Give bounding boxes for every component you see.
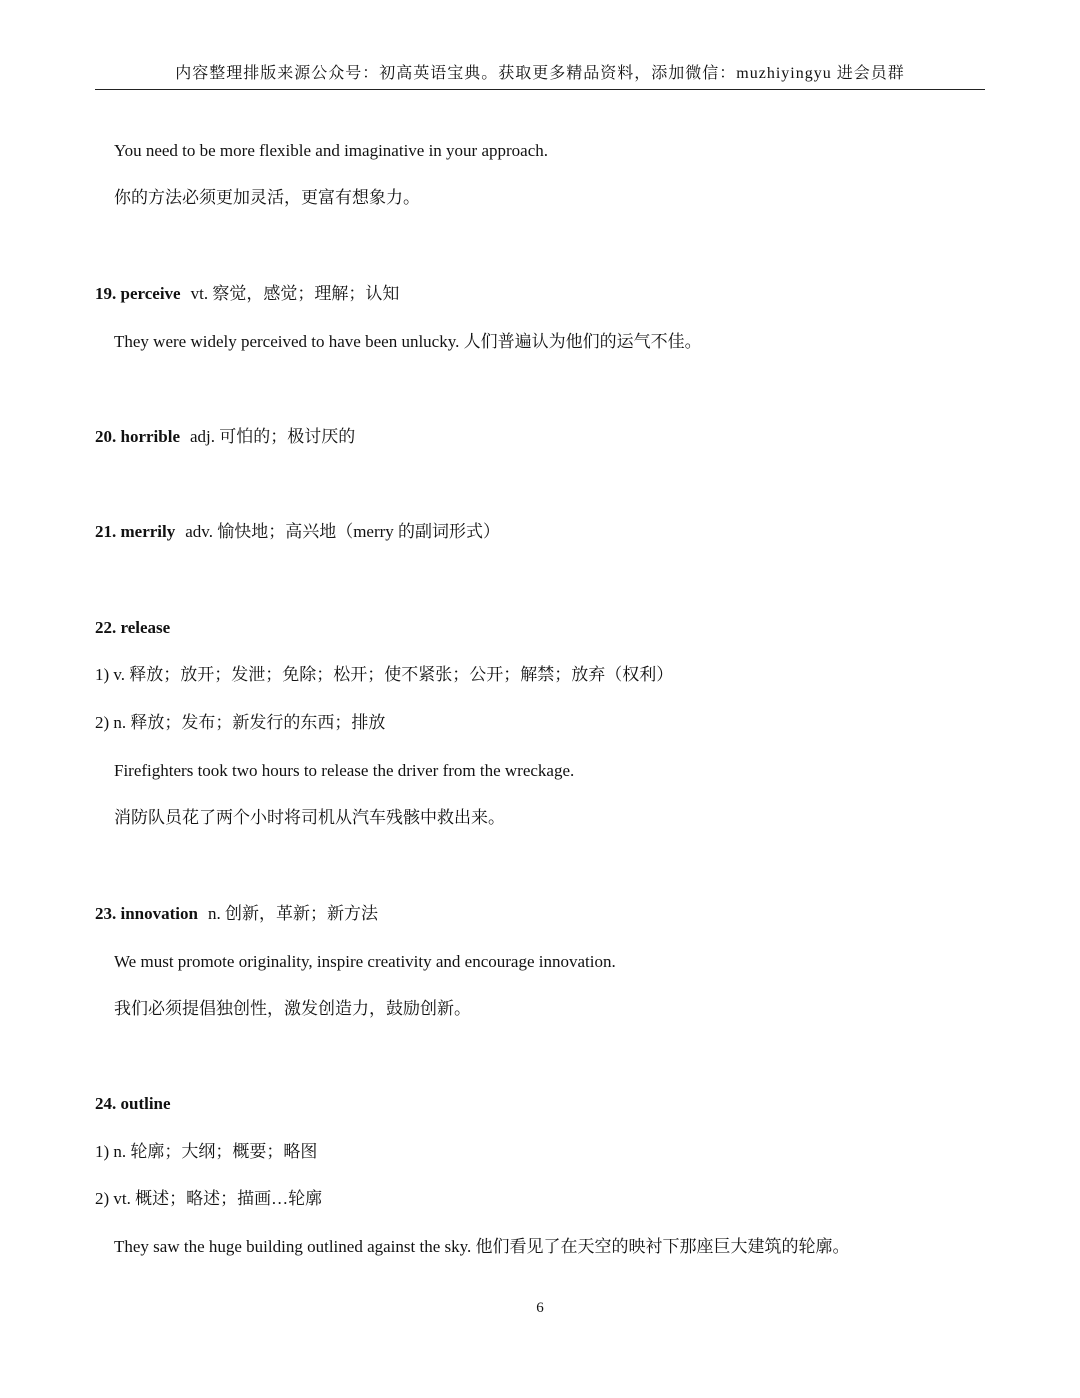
vocab-definition: adv. 愉快地；高兴地（merry 的副词形式） [185, 522, 501, 541]
vocab-word: 24. outline [95, 1094, 171, 1113]
vocab-sense: 1) n. 轮廓；大纲；概要；略图 [95, 1142, 318, 1161]
vocab-entry-heading [95, 425, 355, 449]
vocab-definition: adj. 可怕的；极讨厌的 [190, 427, 356, 446]
vocab-word: 22. release [95, 618, 171, 637]
vocab-word: 20. horrible [95, 427, 180, 446]
vocab-entry-heading [95, 282, 399, 306]
example-sentence-zh: 消防队员花了两个小时将司机从汽车残骸中救出来。 [114, 808, 505, 827]
example-sentence-zh: 你的方法必须更加灵活，更富有想象力。 [114, 188, 420, 207]
vocab-entry-heading [95, 616, 170, 640]
vocab-entry-heading [95, 1092, 171, 1116]
vocab-word: 21. merrily [95, 522, 176, 541]
vocab-word: 19. perceive [95, 284, 181, 303]
vocab-entry-heading [95, 520, 500, 544]
header-divider [95, 89, 985, 90]
vocab-word: 23. innovation [95, 904, 198, 923]
example-sentence-en: Firefighters took two hours to release the driver from the wreckage. [114, 761, 575, 780]
vocab-sense: 2) n. 释放；发布；新发行的东西；排放 [95, 713, 386, 732]
page-number: 6 [536, 1300, 544, 1316]
vocab-sense: 1) v. 释放；放开；发泄；免除；松开；使不紧张；公开；解禁；放弃（权利） [95, 665, 674, 684]
vocab-definition: vt. 察觉，感觉；理解；认知 [190, 284, 400, 303]
example-sentence-en: You need to be more flexible and imaginative in your approach. [114, 141, 549, 160]
example-sentence-en: We must promote originality, inspire creativity and encourage innovation. [114, 952, 616, 971]
header-text: 内容整理排版来源公众号：初高英语宝典。获取更多精品资料，添加微信：muzhiyingyu 进会员群 [175, 65, 905, 82]
example-sentence: They were widely perceived to have been unlucky. 人们普遍认为他们的运气不佳。 [114, 332, 702, 351]
example-sentence: They saw the huge building outlined against the sky. 他们看见了在天空的映衬下那座巨大建筑的轮廓。 [114, 1237, 850, 1256]
vocab-sense: 2) vt. 概述；略述；描画…轮廓 [95, 1189, 323, 1208]
vocab-definition: n. 创新，革新；新方法 [207, 904, 378, 923]
example-sentence-zh: 我们必须提倡独创性，激发创造力，鼓励创新。 [114, 999, 471, 1018]
vocab-entry-heading [95, 902, 378, 926]
